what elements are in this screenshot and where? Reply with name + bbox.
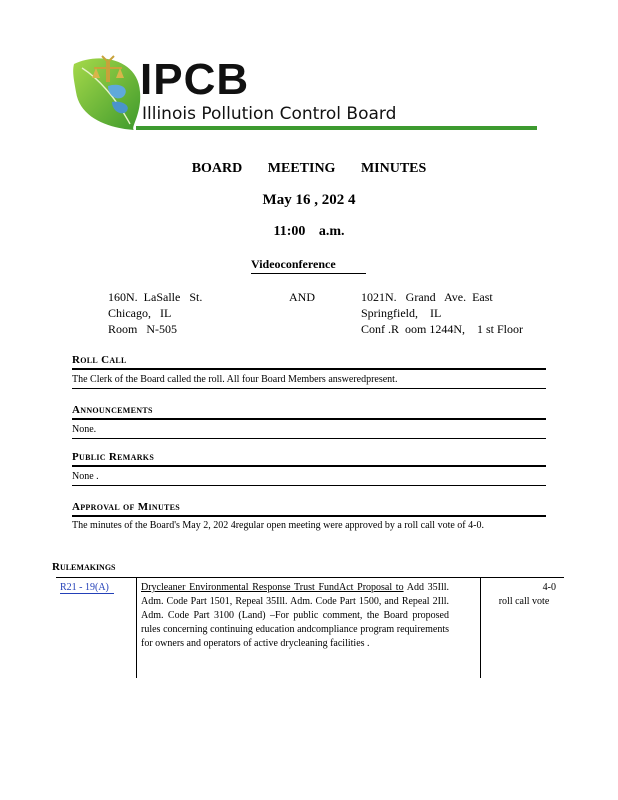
section-body-approval-of-minutes: The minutes of the Board's May 2, 202 4regular open meeting were approved by a roll call vote of 4-0.: [72, 520, 484, 531]
vote-count: 4-0: [542, 582, 556, 593]
rulemaking-title: Drycleaner Environmental Response Trust FundAct Proposal to: [141, 582, 404, 593]
meeting-date: May 16 , 202 4: [262, 192, 356, 208]
document-title: BOARD MEETING MINUTES: [191, 161, 427, 176]
chicago-address: 160N. LaSalle St. Chicago, IL Room N-505: [108, 290, 203, 336]
logo-subtitle: Illinois Pollution Control Board: [142, 104, 397, 124]
meeting-venue: Videoconference: [251, 257, 366, 274]
section-body-public-remarks: None .: [72, 470, 546, 486]
address-connector: AND: [289, 290, 315, 304]
section-heading-public-remarks: Public Remarks: [72, 451, 546, 467]
section-heading-rulemakings: Rulemakings: [52, 561, 116, 573]
docket-link[interactable]: R21 - 19(A): [60, 582, 114, 594]
rulemaking-description: [141, 581, 449, 651]
meeting-time: 11:00 a.m.: [273, 224, 345, 239]
section-body-announcements: None.: [72, 423, 546, 439]
rulemaking-action: [486, 581, 562, 609]
table-divider: [136, 577, 137, 678]
section-body-roll-call: The Clerk of the Board called the roll. All four Board Members answeredpresent.: [72, 373, 546, 389]
vote-type: roll call vote: [498, 596, 550, 607]
logo-title: IPCB: [140, 55, 250, 104]
table-divider: [480, 577, 481, 678]
section-heading-announcements: Announcements: [72, 404, 546, 420]
springfield-address: 1021N. Grand Ave. East Springfield, IL Conf .R oom 1244N, 1 st Floor: [361, 290, 524, 336]
rulemaking-details: Add 35Ill. Adm. Code Part 1501, Repeal 35Ill. Adm. Code Part 1500, and Repeal 2Ill. Adm. Code Part 3100 (Land) –For public comment, the Board proposed rules concerning continuing education andcompliance program requirements for owners and operators of active drycleaning facilities .: [141, 582, 450, 649]
section-heading-approval-of-minutes: Approval of Minutes: [72, 501, 546, 517]
header-rule: [136, 126, 537, 130]
section-heading-roll-call: Roll Call: [72, 354, 546, 370]
ipcb-leaf-logo: [68, 52, 148, 132]
